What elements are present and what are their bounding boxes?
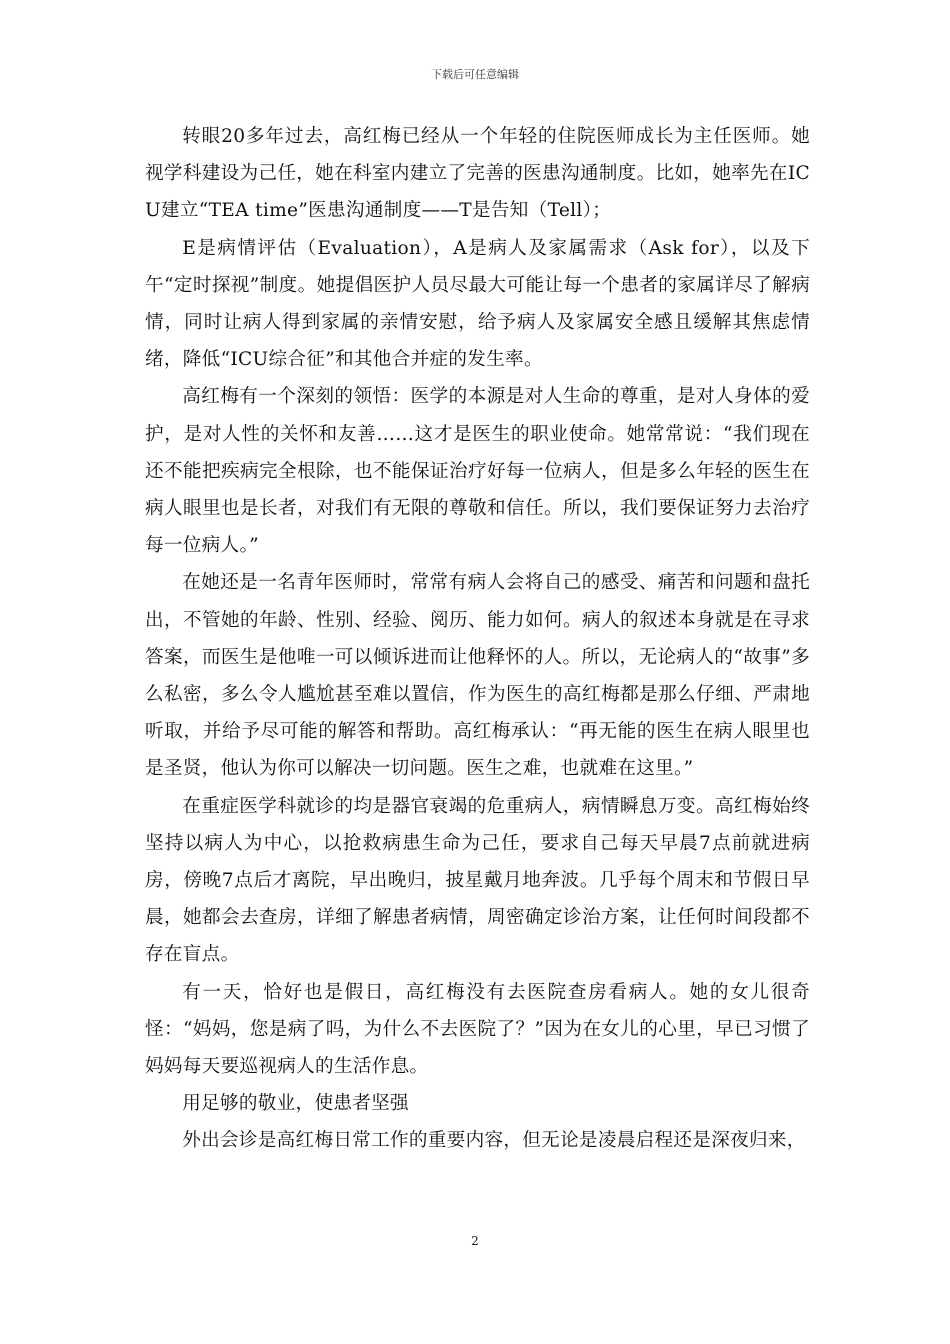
paragraph: 外出会诊是高红梅日常工作的重要内容，但无论是凌晨启程还是深夜归来， xyxy=(182,1130,806,1152)
paragraph: E是病情评估（Evaluation），A是病人及家属需求（Ask for），以及下午“定时探视”制度。她提倡医护人员尽最大可能让每一个患者的家属详尽了解病情，同时让病人得到家属的亲情安慰，给予病人及家属安全感且缓解其焦虑情绪，降低“ICU综合征”和其他合并症的发生率。 xyxy=(145,237,810,371)
document-body xyxy=(145,118,810,1160)
section-heading: 用足够的敬业，使患者坚强 xyxy=(182,1093,409,1115)
paragraph: 转眼20多年过去，高红梅已经从一个年轻的住院医师成长为主任医师。她视学科建设为己任，她在科室内建立了完善的医患沟通制度。比如，她率先在ICU建立“TEA time”医患沟通制度——T是告知（Tell）； xyxy=(145,126,810,222)
page-number: 2 xyxy=(471,1234,479,1248)
paragraph: 在她还是一名青年医师时，常常有病人会将自己的感受、痛苦和问题和盘托出，不管她的年龄、性别、经验、阅历、能力如何。病人的叙述本身就是在寻求答案，而医生是他唯一可以倾诉进而让他释怀的人。所以，无论病人的“故事”多么私密，多么令人尴尬甚至难以置信，作为医生的高红梅都是那么仔细、严肃地听取，并给予尽可能的解答和帮助。高红梅承认：“再无能的医生在病人眼里也是圣贤，他认为你可以解决一切问题。医生之难，也就难在这里。” xyxy=(145,572,810,780)
paragraph: 在重症医学科就诊的均是器官衰竭的危重病人，病情瞬息万变。高红梅始终坚持以病人为中心，以抢救病患生命为己任，要求自己每天早晨7点前就进病房，傍晚7点后才离院，早出晚归，披星戴月地奔波。几乎每个周末和节假日早晨，她都会去查房，详细了解患者病情，周密确定诊治方案，让任何时间段都不存在盲点。 xyxy=(145,795,810,966)
page-header: 下载后可任意编辑 xyxy=(431,68,519,81)
paragraph: 有一天，恰好也是假日，高红梅没有去医院查房看病人。她的女儿很奇怪：“妈妈，您是病了吗，为什么不去医院了？”因为在女儿的心里，早已习惯了妈妈每天要巡视病人的生活作息。 xyxy=(145,981,810,1078)
paragraph: 高红梅有一个深刻的领悟：医学的本源是对人生命的尊重，是对人身体的爱护，是对人性的关怀和友善……这才是医生的职业使命。她常常说：“我们现在还不能把疾病完全根除，也不能保证治疗好每一位病人，但是多么年轻的医生在病人眼里也是长者，对我们有无限的尊敬和信任。所以，我们要保证努力去治疗每一位病人。” xyxy=(145,386,810,557)
